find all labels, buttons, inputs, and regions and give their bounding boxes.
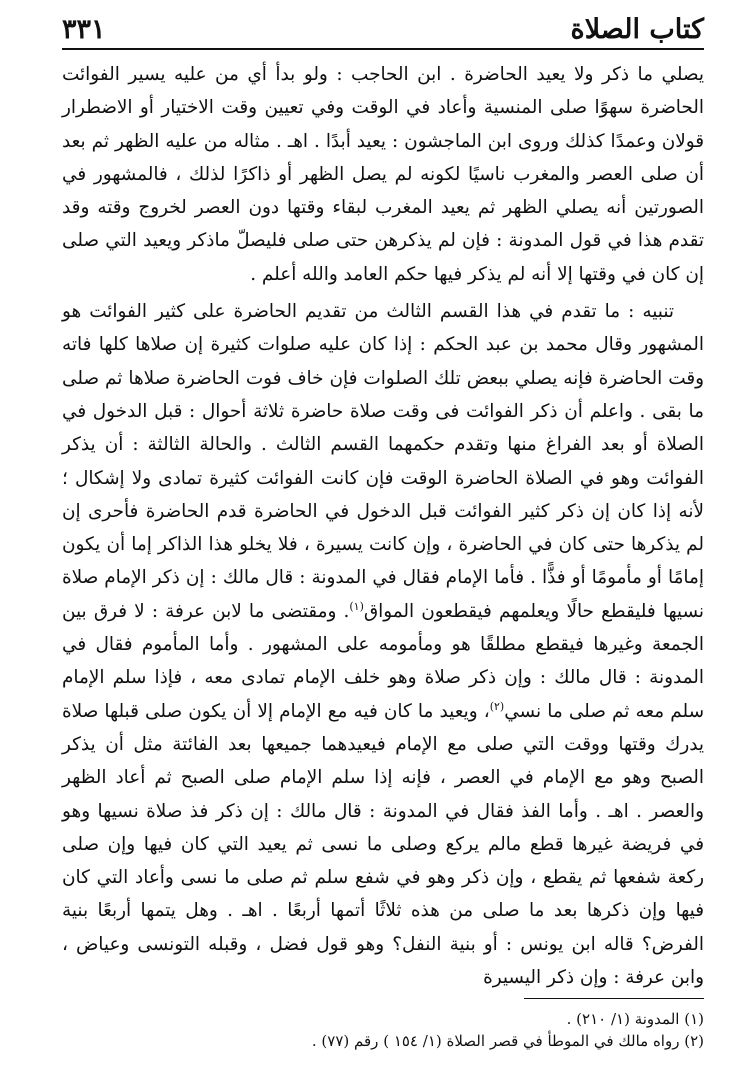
- main-text: [62, 58, 704, 994]
- book-page: [62, 14, 704, 1064]
- page-header: [62, 14, 704, 50]
- paragraph-2: [62, 295, 704, 994]
- page-number: ٣٣١: [62, 14, 106, 45]
- paragraph-2-part-2: . ومقتضى ما لابن عرفة : لا فرق بين الجمعة وغيرها فيقطع مطلقًا هو ومأمومه على المشهور . وأما المأموم فقال في المدونة : قال مالك : وإن ذكر صلاة وهو خلف الإمام تمادى معه ، فإذا سلم الإمام سلم معه ثم صلى ما نسي: [62, 600, 704, 722]
- footnote-marker-1: (١): [349, 599, 364, 613]
- paragraph-1-text: يصلي ما ذكر ولا يعيد الحاضرة . ابن الحاجب : ولو بدأ أي من عليه يسير الفوائت الحاضرة سهوًا صلى المنسية وأعاد في الوقت وفي تعيين وقت الاختيار أو الاضطرار قولان وعمدًا كذلك وروى ابن الماجشون : يعيد أبدًا . اهـ . مثاله من عليه الظهر ثم بعد أن صلى العصر والمغرب ناسيًا لكونه لم يصل الظهر أو ذاكرًا لذلك ، فالمشهور في الصورتين أنه يصلي الظهر ثم يعيد المغرب لبقاء وقتها دون العصر لخروج وقته وقد تقدم هذا في قول المدونة : فإن لم يذكرهن حتى صلى فليصلّ ماذكر ويعيد التي صلى إن كان في وقتها إلا أنه لم يذكر فيها حكم العامد والله أعلم .: [62, 64, 704, 285]
- footnote-marker-2: (٢): [489, 699, 505, 713]
- footnotes: [62, 1008, 704, 1052]
- footnote-1: (١) المدونة (١/ ٢١٠) .: [566, 1010, 704, 1028]
- paragraph-2-part-1: تنبيه : ما تقدم في هذا القسم الثالث من تقديم الحاضرة على كثير الفوائت هو المشهور وقال محمد بن عبد الحكم : إذا كان عليه صلوات كثيرة إن صلاها كلها فاته وقت الحاضرة فإنه يصلي ببعض تلك الصلوات فإن خاف فوت الحاضرة صلاها ثم صلى ما بقى . واعلم أن ذكر الفوائت فى وقت صلاة حاضرة ثلاثة أحوال : قبل الدخول في الصلاة أو بعد الفراغ منها وتقدم حكمهما القسم الثالث . والحالة الثالثة : أن يذكر الفوائت وهو في الصلاة الحاضرة الوقت فإن كانت الفوائت كثيرة تمادى ولا إشكال ؛ لأنه إذا كان إن ذكر كثير الفوائت قبل الدخول في الحاضرة قدم الحاضرة فأحرى إن لم يذكرها حتى كان في الحاضرة ، وإن كانت يسيرة ، فلا يخلو هذا الذاكر إما أن يكون إمامًا أو مأمومًا أو فذًّا . فأما الإمام فقال في المدونة : قال مالك : إن ذكر الإمام صلاة نسيها فليقطع حالًا ويعلمهم فيقطعون المواق: [62, 301, 704, 622]
- footnote-divider: [524, 998, 704, 999]
- paragraph-1: [62, 58, 704, 291]
- running-title: كتاب الصلاة: [570, 14, 704, 45]
- paragraph-2-part-3: ، ويعيد ما كان فيه مع الإمام إلا أن يكون صلى قبلها صلاة يدرك وقتها ووقت التي صلى مع الإمام فيعيدهما جميعها بعد الفائتة مثل أن يذكر الصبح وهو مع الإمام في العصر ، فإنه إذا سلم الإمام صلى الصبح ثم أعاد الظهر والعصر . اهـ . وأما الفذ فقال في المدونة : قال مالك : إن ذكر فذ صلاة نسيها وهو في فريضة غيرها قطع مالم يركع وصلى ما نسى ثم يعيد التي كان فيها وإن صلى ركعة شفعها ثم يقطع ، وإن ذكر وهو في شفع سلم ثم صلى ما نسى وأعاد التي كان فيها وإن ذكرها بعد ما صلى من هذه ثلاثًا أتمها أربعًا . اهـ . وهل يتمها أربعًا بنية الفرض؟ قاله ابن يونس : أو بنية النفل؟ وهو قول فضل ، وقبله التونسى وعياض ، وابن عرفة : وإن ذكر اليسيرة: [62, 700, 704, 989]
- footnote-2: (٢) رواه مالك في الموطأ في قصر الصلاة (١/ ١٥٤ ) رقم (٧٧) .: [311, 1032, 704, 1050]
